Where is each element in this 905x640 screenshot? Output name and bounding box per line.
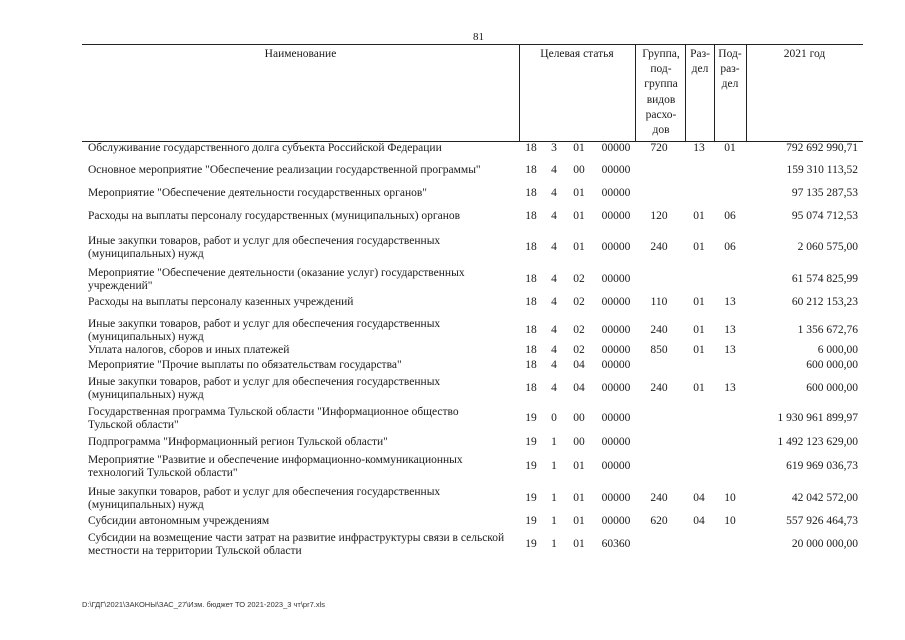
row-cell-r: 04 xyxy=(693,492,705,504)
row-cell-y: 6 000,00 xyxy=(817,344,858,356)
row-cell-r: 13 xyxy=(693,142,705,154)
row-cell-d: 00000 xyxy=(601,344,631,356)
row-name: Иные закупки товаров, работ и услуг для обеспечения государственных (муниципальных) нужд xyxy=(88,235,441,260)
row-cell-a: 19 xyxy=(525,412,537,424)
row-cell-c: 01 xyxy=(573,241,585,253)
row-cell-r: 01 xyxy=(693,296,705,308)
row-cell-c: 01 xyxy=(573,515,585,527)
row-cell-a: 19 xyxy=(525,538,537,550)
row-cell-g: 110 xyxy=(650,296,668,308)
header-target-article: Целевая статья xyxy=(540,48,614,60)
row-cell-b: 4 xyxy=(551,344,557,356)
table-row xyxy=(82,235,863,260)
row-cell-c: 01 xyxy=(573,187,585,199)
row-cell-d: 00000 xyxy=(601,382,631,394)
row-name: Мероприятие "Обеспечение деятельности (оказание услуг) государственных учреждений" xyxy=(88,267,465,292)
row-cell-g: 850 xyxy=(650,344,668,356)
row-cell-c: 00 xyxy=(573,412,585,424)
row-cell-r: 01 xyxy=(693,241,705,253)
row-cell-g: 240 xyxy=(650,241,668,253)
row-cell-d: 00000 xyxy=(601,492,631,504)
row-cell-y: 2 060 575,00 xyxy=(797,241,858,253)
table-row xyxy=(82,210,863,222)
row-cell-a: 18 xyxy=(525,164,537,176)
page-number: 81 xyxy=(473,31,484,43)
row-cell-b: 4 xyxy=(551,382,557,394)
row-cell-c: 02 xyxy=(573,324,585,336)
row-cell-g: 240 xyxy=(650,382,668,394)
row-cell-a: 18 xyxy=(525,296,537,308)
row-cell-b: 4 xyxy=(551,164,557,176)
table-row xyxy=(82,318,863,343)
row-cell-c: 01 xyxy=(573,142,585,154)
row-cell-d: 00000 xyxy=(601,324,631,336)
row-cell-p: 13 xyxy=(724,324,736,336)
row-cell-y: 1 356 672,76 xyxy=(797,324,858,336)
row-name: Иные закупки товаров, работ и услуг для обеспечения государственных (муниципальных) нужд xyxy=(88,318,441,343)
row-name: Иные закупки товаров, работ и услуг для обеспечения государственных (муниципальных) нужд xyxy=(88,486,441,511)
row-cell-y: 20 000 000,00 xyxy=(791,538,858,550)
row-cell-d: 00000 xyxy=(601,241,631,253)
row-cell-g: 240 xyxy=(650,324,668,336)
row-cell-d: 00000 xyxy=(601,164,631,176)
row-cell-c: 01 xyxy=(573,492,585,504)
table-row xyxy=(82,406,863,431)
row-name: Подпрограмма "Информационный регион Тульской области" xyxy=(88,436,388,448)
row-cell-y: 619 969 036,73 xyxy=(786,460,858,472)
row-cell-p: 10 xyxy=(724,515,736,527)
table-row xyxy=(82,359,863,371)
row-cell-y: 792 692 990,71 xyxy=(786,142,858,154)
row-cell-d: 00000 xyxy=(601,296,631,308)
row-cell-d: 60360 xyxy=(601,538,631,550)
row-cell-g: 620 xyxy=(650,515,668,527)
row-cell-y: 557 926 464,73 xyxy=(786,515,858,527)
header-year: 2021 год xyxy=(783,48,826,60)
row-cell-g: 120 xyxy=(650,210,668,222)
table-row xyxy=(82,436,863,448)
row-cell-y: 1 492 123 629,00 xyxy=(777,436,858,448)
table-row xyxy=(82,376,863,401)
row-cell-g: 240 xyxy=(650,492,668,504)
row-cell-p: 06 xyxy=(724,210,736,222)
row-cell-c: 00 xyxy=(573,164,585,176)
row-cell-p: 10 xyxy=(724,492,736,504)
row-cell-c: 04 xyxy=(573,382,585,394)
row-name: Государственная программа Тульской области "Информационное общество Тульской области" xyxy=(88,406,459,431)
row-cell-r: 01 xyxy=(693,324,705,336)
row-cell-p: 13 xyxy=(724,344,736,356)
row-cell-b: 4 xyxy=(551,324,557,336)
row-cell-a: 18 xyxy=(525,344,537,356)
row-cell-c: 01 xyxy=(573,538,585,550)
row-cell-y: 600 000,00 xyxy=(806,382,858,394)
row-cell-p: 01 xyxy=(724,142,736,154)
row-cell-a: 18 xyxy=(525,273,537,285)
row-cell-d: 00000 xyxy=(601,436,631,448)
row-name: Уплата налогов, сборов и иных платежей xyxy=(88,344,290,356)
header-name: Наименование xyxy=(264,48,337,60)
row-name: Обслуживание государственного долга субъекта Российской Федерации xyxy=(88,142,442,154)
row-cell-d: 00000 xyxy=(601,412,631,424)
row-cell-y: 97 135 287,53 xyxy=(791,187,858,199)
row-cell-b: 1 xyxy=(551,538,557,550)
row-cell-c: 01 xyxy=(573,210,585,222)
row-name: Мероприятие "Прочие выплаты по обязательствам государства" xyxy=(88,359,402,371)
row-name: Основное мероприятие "Обеспечение реализации государственной программы" xyxy=(88,164,481,176)
row-cell-r: 01 xyxy=(693,344,705,356)
row-cell-a: 19 xyxy=(525,460,537,472)
row-cell-r: 01 xyxy=(693,210,705,222)
column-divider xyxy=(635,45,636,141)
row-cell-y: 61 574 825,99 xyxy=(791,273,858,285)
row-cell-b: 0 xyxy=(551,412,557,424)
row-cell-y: 42 042 572,00 xyxy=(791,492,858,504)
table-row xyxy=(82,187,863,199)
column-divider xyxy=(685,45,686,141)
row-cell-b: 3 xyxy=(551,142,557,154)
row-cell-b: 4 xyxy=(551,359,557,371)
row-name: Иные закупки товаров, работ и услуг для обеспечения государственных (муниципальных) нужд xyxy=(88,376,441,401)
row-cell-g: 720 xyxy=(650,142,668,154)
row-cell-a: 18 xyxy=(525,324,537,336)
row-cell-d: 00000 xyxy=(601,273,631,285)
row-cell-a: 19 xyxy=(525,515,537,527)
row-cell-a: 19 xyxy=(525,492,537,504)
table-row xyxy=(82,267,863,292)
table-row xyxy=(82,454,863,479)
row-cell-p: 13 xyxy=(724,382,736,394)
row-cell-d: 00000 xyxy=(601,187,631,199)
header-expense-group: Группа, под- группа видов расхо- дов xyxy=(642,48,680,137)
row-cell-p: 13 xyxy=(724,296,736,308)
table-row xyxy=(82,515,863,527)
row-cell-y: 159 310 113,52 xyxy=(786,164,858,176)
row-cell-c: 02 xyxy=(573,296,585,308)
row-cell-b: 1 xyxy=(551,436,557,448)
row-name: Мероприятие "Обеспечение деятельности государственных органов" xyxy=(88,187,427,199)
row-cell-r: 01 xyxy=(693,382,705,394)
row-cell-y: 60 212 153,23 xyxy=(791,296,858,308)
row-cell-b: 1 xyxy=(551,460,557,472)
row-cell-d: 00000 xyxy=(601,515,631,527)
table-row xyxy=(82,296,863,308)
row-cell-d: 00000 xyxy=(601,210,631,222)
row-cell-y: 600 000,00 xyxy=(806,359,858,371)
row-cell-b: 4 xyxy=(551,273,557,285)
row-name: Субсидии на возмещение части затрат на развитие инфраструктуры связи в сельской местности на территории Тульской области xyxy=(88,532,505,557)
row-name: Расходы на выплаты персоналу государственных (муниципальных) органов xyxy=(88,210,461,222)
header-section: Раз- дел xyxy=(690,48,710,76)
row-cell-y: 1 930 961 899,97 xyxy=(777,412,858,424)
row-cell-c: 01 xyxy=(573,460,585,472)
table-row xyxy=(82,164,863,176)
row-cell-b: 1 xyxy=(551,515,557,527)
row-cell-c: 02 xyxy=(573,344,585,356)
row-cell-c: 00 xyxy=(573,436,585,448)
row-cell-c: 04 xyxy=(573,359,585,371)
row-cell-b: 4 xyxy=(551,187,557,199)
row-cell-a: 18 xyxy=(525,241,537,253)
row-cell-d: 00000 xyxy=(601,142,631,154)
row-cell-b: 4 xyxy=(551,296,557,308)
row-cell-a: 18 xyxy=(525,142,537,154)
row-cell-y: 95 074 712,53 xyxy=(791,210,858,222)
row-name: Субсидии автономным учреждениям xyxy=(88,515,270,527)
table-header xyxy=(82,44,863,142)
row-cell-p: 06 xyxy=(724,241,736,253)
header-subsection: Под- раз- дел xyxy=(718,48,742,91)
row-cell-b: 4 xyxy=(551,241,557,253)
row-name: Расходы на выплаты персоналу казенных учреждений xyxy=(88,296,354,308)
row-cell-c: 02 xyxy=(573,273,585,285)
row-cell-b: 1 xyxy=(551,492,557,504)
row-name: Мероприятие "Развитие и обеспечение информационно-коммуникационных технологий Тульской области" xyxy=(88,454,463,479)
table-row xyxy=(82,344,863,356)
row-cell-a: 19 xyxy=(525,436,537,448)
table-row xyxy=(82,142,863,154)
table-row xyxy=(82,532,863,557)
row-cell-d: 00000 xyxy=(601,460,631,472)
row-cell-b: 4 xyxy=(551,210,557,222)
row-cell-a: 18 xyxy=(525,187,537,199)
table-row xyxy=(82,486,863,511)
row-cell-d: 00000 xyxy=(601,359,631,371)
row-cell-a: 18 xyxy=(525,382,537,394)
row-cell-a: 18 xyxy=(525,359,537,371)
row-cell-r: 04 xyxy=(693,515,705,527)
file-path: D:\ГДГ\2021\ЗАКОНЫ\ЗАС_27\Изм. бюджет ТО 2021-2023_3 чт\pr7.xls xyxy=(82,600,326,609)
row-cell-a: 18 xyxy=(525,210,537,222)
column-divider xyxy=(714,45,715,141)
